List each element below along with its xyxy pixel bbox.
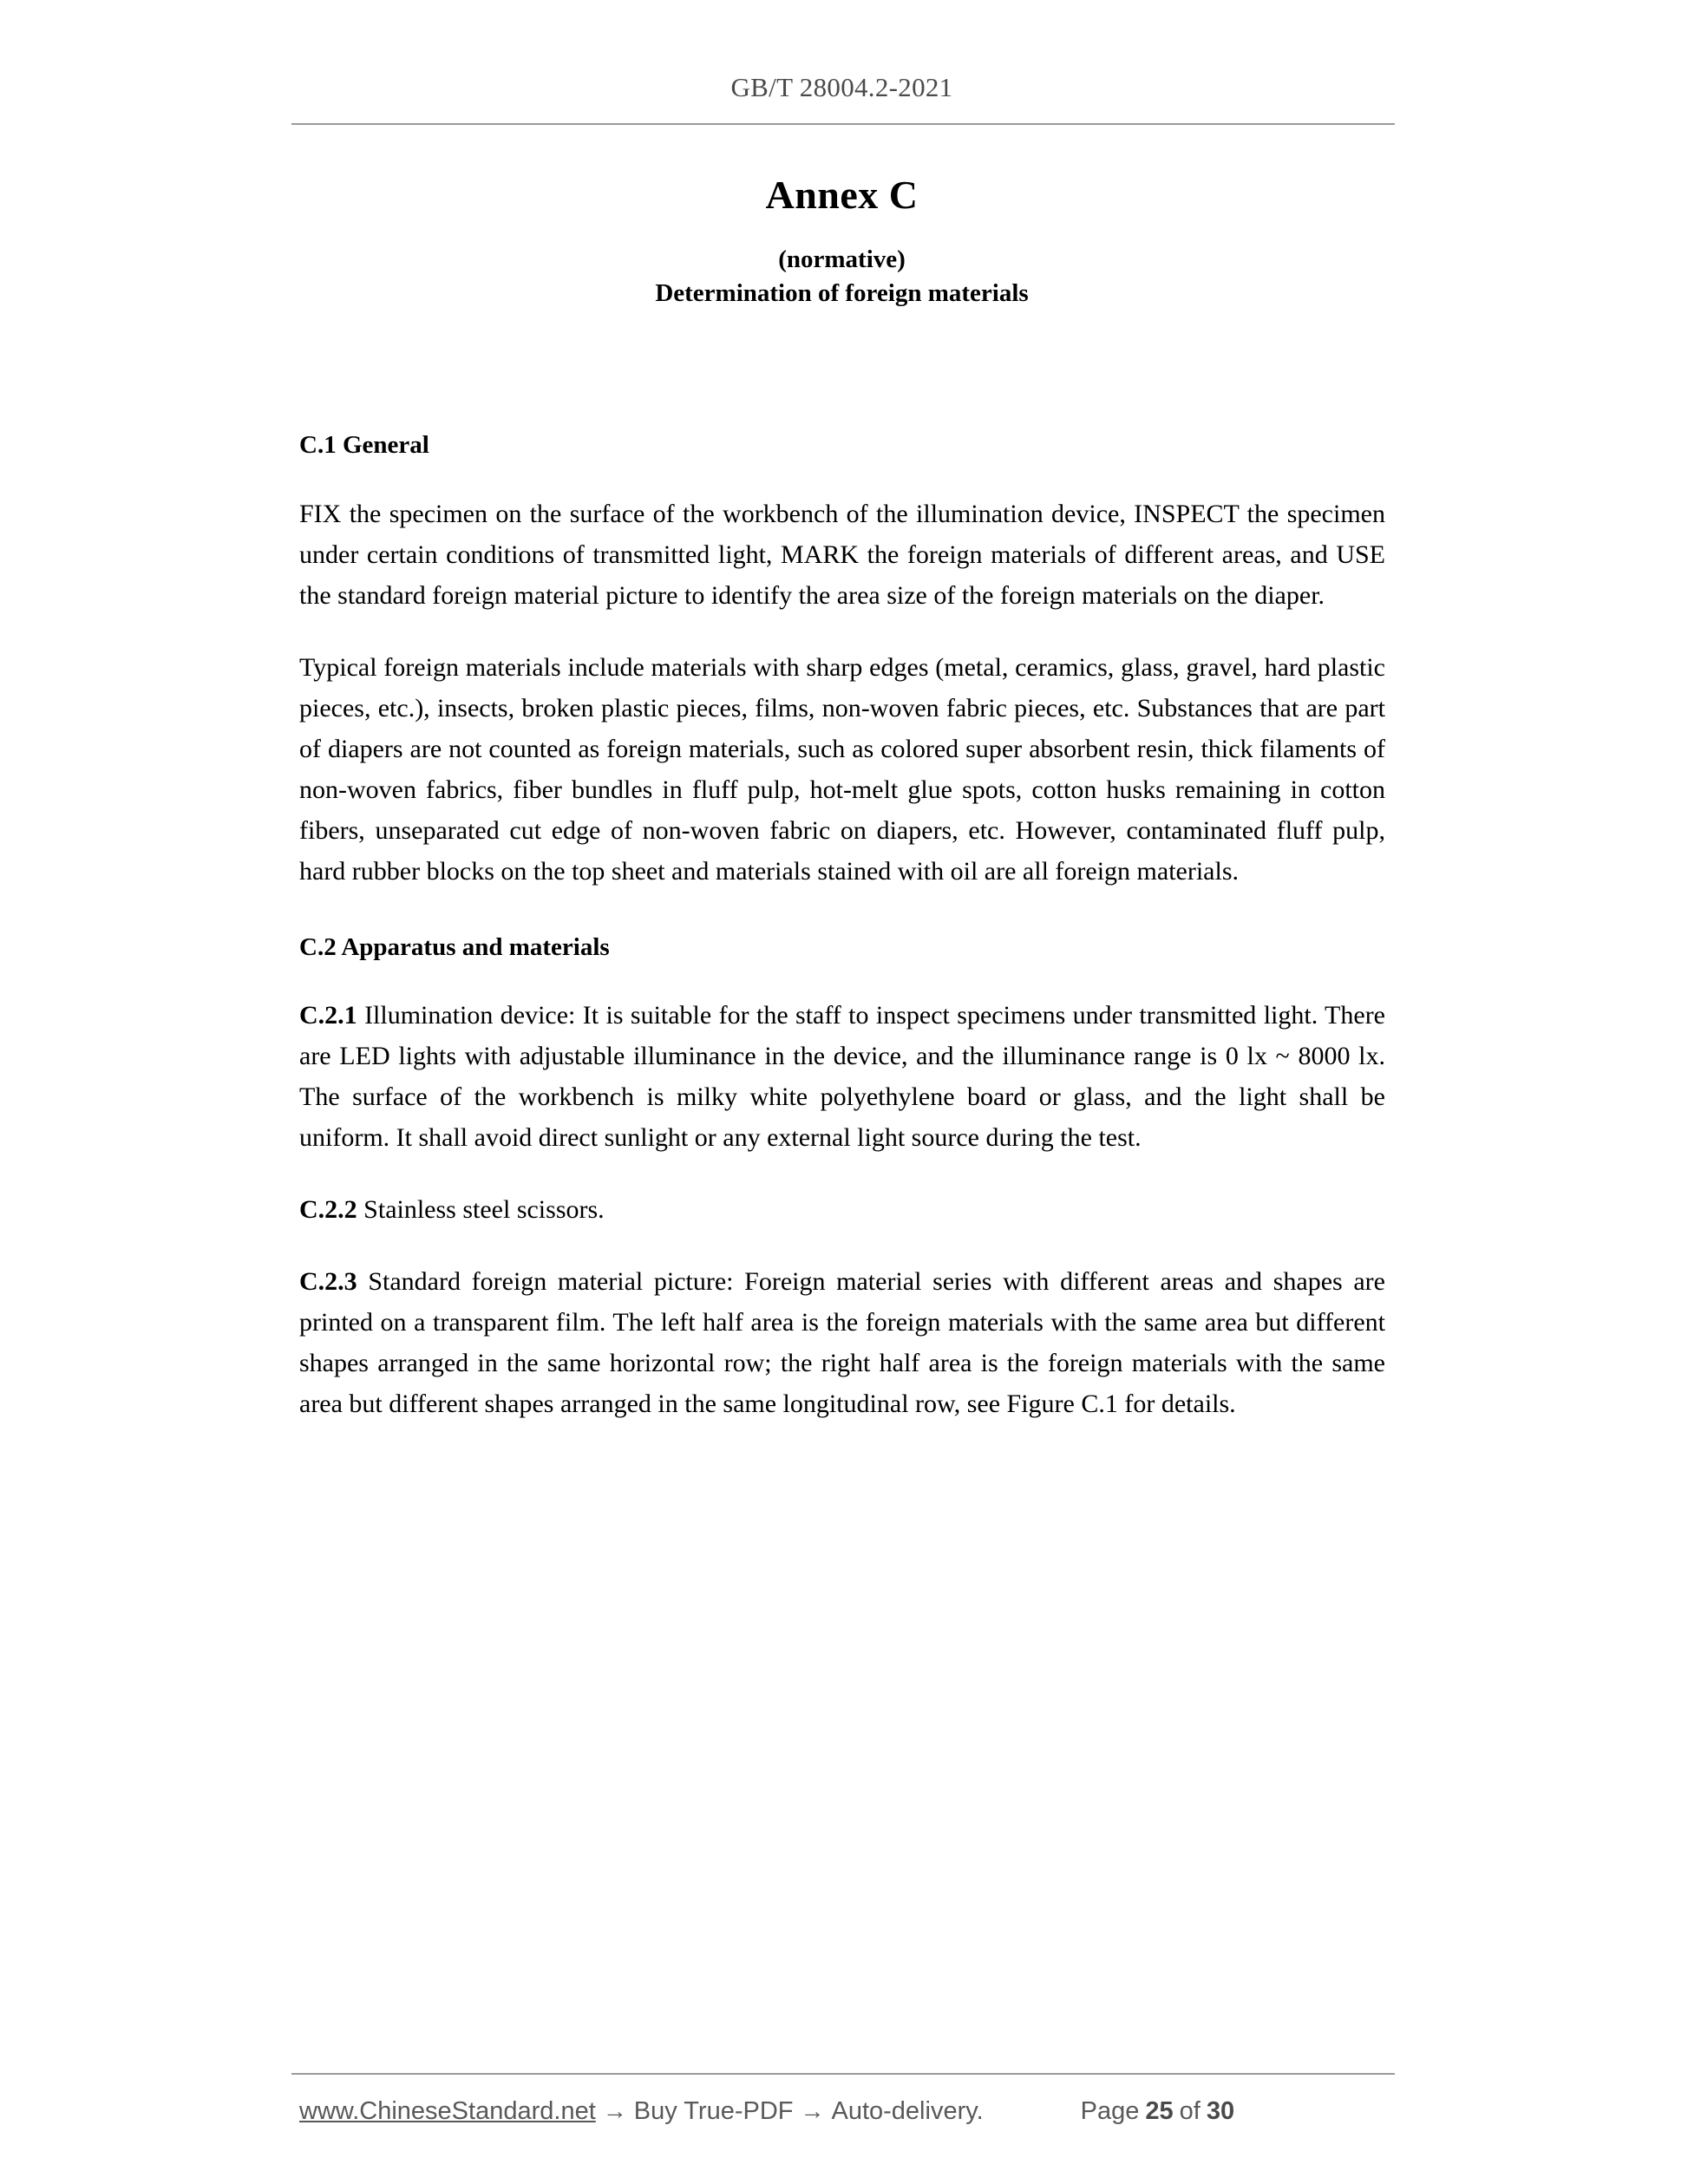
header-divider xyxy=(291,123,1395,125)
document-body xyxy=(299,429,1385,1424)
spacer xyxy=(299,1230,1385,1261)
footer-offer-label: Buy True-PDF xyxy=(633,2097,794,2125)
footer-promo xyxy=(299,2097,984,2126)
arrow-right-icon: → xyxy=(800,2097,825,2124)
spacer xyxy=(299,616,1385,647)
heading-c2-apparatus-and-materials: C.2 Apparatus and materials xyxy=(299,932,610,961)
clause-text-c2-1: Illumination device: It is suitable for the staff to inspect specimens under transmitted light. There are LED lights with adjustable illuminance in the device, and the illuminance range is 0 lx ~ 8000 lx. The surface of the workbench is milky white polyethylene board or glass, and the light shall be uniform. It shall avoid direct sunlight or any external light source during the test. xyxy=(299,1001,1385,1153)
spacer xyxy=(299,892,1385,932)
arrow-right-icon: → xyxy=(602,2097,627,2124)
page-title: Annex C xyxy=(765,173,919,217)
chinesestandard-link[interactable]: www.ChineseStandard.net xyxy=(299,2097,596,2125)
annex-title-block xyxy=(299,170,1384,311)
spacer xyxy=(299,462,1385,494)
paragraph-c2-3 xyxy=(299,1261,1385,1424)
paragraph-c1-1: FIX the specimen on the surface of the workbench of the illumination device, INSPECT the specimen under certain conditions of transmitted light, MARK the foreign materials of different areas, and USE the standard foreign material picture to identify the area size of the foreign materials on the diaper. xyxy=(299,499,1385,610)
annex-normative-label: (normative) xyxy=(778,245,906,273)
page-label: Page xyxy=(1080,2097,1140,2125)
page-indicator xyxy=(1081,2097,1240,2126)
of-label: of xyxy=(1179,2097,1201,2125)
paragraph-c2-2 xyxy=(299,1189,1385,1230)
heading-c1-general: C.1 General xyxy=(299,431,429,459)
clause-text-c2-3: Standard foreign material picture: Foreign material series with different areas and shapes are printed on a transparent film. The left half area is the foreign materials with the same area but different shapes arranged in the same horizontal row; the right half area is the foreign materials with the same area but different shapes arranged in the same longitudinal row, see Figure C.1 for details. xyxy=(299,1267,1385,1419)
page-header xyxy=(299,71,1384,103)
clause-number-c2-2: C.2.2 xyxy=(299,1195,357,1225)
clause-number-c2-1: C.2.1 xyxy=(299,1001,357,1030)
footer-divider xyxy=(291,2073,1395,2075)
page-footer xyxy=(299,2097,1390,2126)
standard-number: GB/T 28004.2-2021 xyxy=(730,72,953,102)
spacer xyxy=(299,1158,1385,1189)
spacer xyxy=(299,964,1385,995)
paragraph-c1-2: Typical foreign materials include materials with sharp edges (metal, ceramics, glass, gravel, hard plastic pieces, etc.), insects, broken plastic pieces, films, non-woven fabric pieces, etc. Substances that are part of diapers are not counted as foreign materials, such as colored super absorbent resin, thick filaments of non-woven fabrics, fiber bundles in fluff pulp, hot-melt glue spots, cotton husks remaining in cotton fibers, unseparated cut edge of non-woven fabric on diapers, etc. However, contaminated fluff pulp, hard rubber blocks on the top sheet and materials stained with oil are all foreign materials. xyxy=(299,652,1385,886)
clause-number-c2-3: C.2.3 xyxy=(299,1267,357,1297)
footer-delivery-label: Auto-delivery. xyxy=(831,2097,984,2125)
current-page-number: 25 xyxy=(1145,2097,1174,2125)
clause-text-c2-2: Stainless steel scissors. xyxy=(357,1195,605,1225)
paragraph-c2-1 xyxy=(299,995,1385,1158)
annex-subtitle: Determination of foreign materials xyxy=(655,278,1029,307)
total-page-number: 30 xyxy=(1206,2097,1235,2125)
